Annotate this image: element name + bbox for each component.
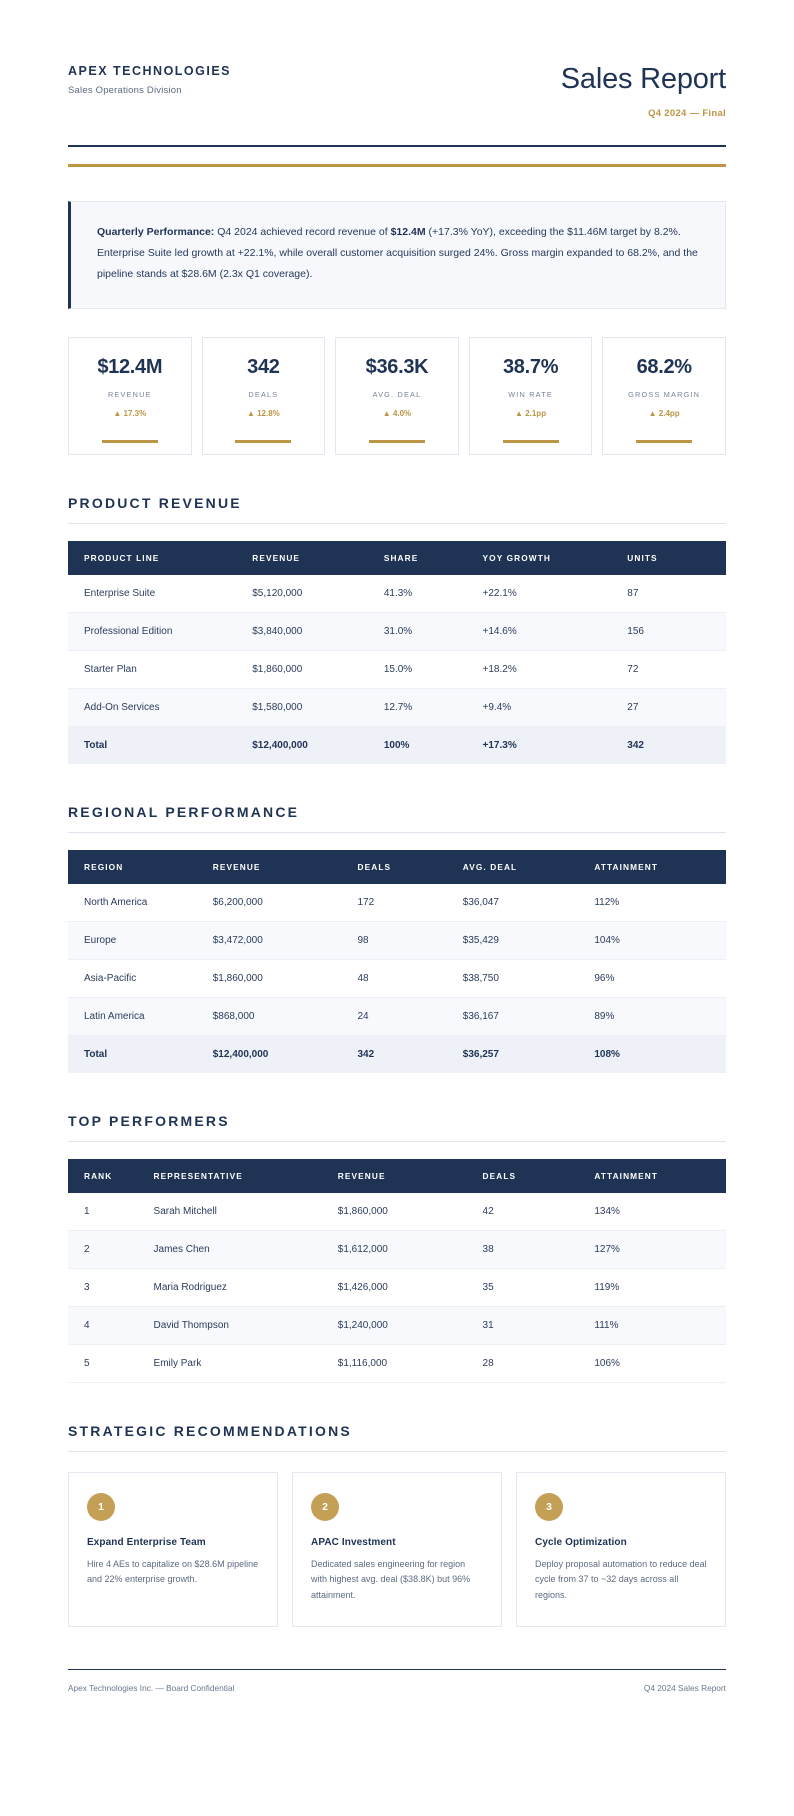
table-row bbox=[68, 921, 726, 959]
kpi-accent-bar bbox=[369, 440, 425, 443]
column-header: PRODUCT LINE bbox=[68, 541, 252, 575]
kpi-delta: ▲ 2.1pp bbox=[515, 409, 547, 419]
cell: Maria Rodriguez bbox=[154, 1268, 338, 1306]
cell: 134% bbox=[594, 1193, 726, 1231]
cell: 48 bbox=[358, 959, 463, 997]
cell: 100% bbox=[384, 726, 483, 764]
table-header-row bbox=[68, 541, 726, 575]
cell: Total bbox=[68, 726, 252, 764]
cell: Asia-Pacific bbox=[68, 959, 213, 997]
brand-block bbox=[68, 64, 231, 96]
cell: 108% bbox=[594, 1035, 726, 1073]
cell: $6,200,000 bbox=[213, 884, 358, 922]
section-divider bbox=[68, 523, 726, 524]
cell: 156 bbox=[627, 612, 726, 650]
recommendation-title: Expand Enterprise Team bbox=[87, 1536, 206, 1548]
recommendation-card-1 bbox=[68, 1472, 278, 1627]
cell: $3,840,000 bbox=[252, 612, 384, 650]
column-header: AVG. DEAL bbox=[463, 850, 595, 884]
cell: +18.2% bbox=[483, 650, 628, 688]
product-revenue-table bbox=[68, 541, 726, 764]
section-title-regional-performance: REGIONAL PERFORMANCE bbox=[68, 803, 300, 820]
kpi-label: REVENUE bbox=[107, 389, 152, 399]
cell: $1,426,000 bbox=[338, 1268, 483, 1306]
kpi-value: 38.7% bbox=[502, 355, 559, 378]
company-name: APEX TECHNOLOGIES bbox=[68, 64, 232, 78]
cell: 72 bbox=[627, 650, 726, 688]
cell: 5 bbox=[68, 1344, 154, 1382]
cell: 38 bbox=[483, 1230, 595, 1268]
cell: $1,860,000 bbox=[338, 1193, 483, 1231]
cell: 87 bbox=[627, 575, 726, 613]
report-header bbox=[68, 64, 726, 119]
kpi-label: WIN RATE bbox=[508, 389, 553, 399]
cell: $3,472,000 bbox=[213, 921, 358, 959]
cell: $36,167 bbox=[463, 997, 595, 1035]
column-header: DEALS bbox=[483, 1159, 595, 1193]
cell: $1,580,000 bbox=[252, 688, 384, 726]
table-row bbox=[68, 959, 726, 997]
cell: 15.0% bbox=[384, 650, 483, 688]
table-row bbox=[68, 650, 726, 688]
header-divider-dark bbox=[68, 145, 726, 147]
cell: Add-On Services bbox=[68, 688, 252, 726]
top-performers-table bbox=[68, 1159, 726, 1383]
cell: +22.1% bbox=[483, 575, 628, 613]
rank-badge: 1 bbox=[87, 1493, 115, 1521]
cell: Enterprise Suite bbox=[68, 575, 252, 613]
footer-right-text: Q4 2024 Sales Report bbox=[643, 1683, 726, 1694]
cell: Professional Edition bbox=[68, 612, 252, 650]
table-row bbox=[68, 1344, 726, 1382]
column-header: RANK bbox=[68, 1159, 154, 1193]
table-row bbox=[68, 884, 726, 922]
kpi-accent-bar bbox=[235, 440, 291, 443]
cell: 89% bbox=[594, 997, 726, 1035]
kpi-card-deals bbox=[202, 337, 326, 455]
kpi-card-row bbox=[68, 337, 726, 455]
cell: 112% bbox=[594, 884, 726, 922]
table-row bbox=[68, 688, 726, 726]
cell: 3 bbox=[68, 1268, 154, 1306]
header-divider-gold bbox=[68, 164, 726, 167]
table-header-row bbox=[68, 850, 726, 884]
cell: 342 bbox=[358, 1035, 463, 1073]
section-title-product-revenue: PRODUCT REVENUE bbox=[68, 494, 242, 511]
section-divider bbox=[68, 832, 726, 833]
kpi-accent-bar bbox=[503, 440, 559, 443]
cell: 119% bbox=[594, 1268, 726, 1306]
cell: 42 bbox=[483, 1193, 595, 1231]
cell: 28 bbox=[483, 1344, 595, 1382]
cell: $38,750 bbox=[463, 959, 595, 997]
table-row bbox=[68, 1193, 726, 1231]
summary-highlight: $12.4M bbox=[390, 225, 426, 238]
cell: $5,120,000 bbox=[252, 575, 384, 613]
rank-badge: 3 bbox=[535, 1493, 563, 1521]
rank-badge: 2 bbox=[311, 1493, 339, 1521]
cell: +17.3% bbox=[483, 726, 628, 764]
recommendation-title: Cycle Optimization bbox=[535, 1536, 627, 1548]
cell: 4 bbox=[68, 1306, 154, 1344]
cell: $1,116,000 bbox=[338, 1344, 483, 1382]
table-row bbox=[68, 1268, 726, 1306]
column-header: REPRESENTATIVE bbox=[154, 1159, 338, 1193]
column-header: SHARE bbox=[384, 541, 483, 575]
recommendation-body: Deploy proposal automation to reduce deal cycle from 37 to ~32 days across all regions. bbox=[535, 1558, 707, 1601]
summary-part-2: (+17.3% YoY), exceeding the $11.46M target by 8.2%. Enterprise Suite led growth at +22.1%, while overall customer acquisition surged 24%. Gross margin expanded to 68.2%, and the pipeline stands at $28.6M (2.3x Q1 coverage). bbox=[97, 225, 698, 281]
cell: $868,000 bbox=[213, 997, 358, 1035]
table-row bbox=[68, 612, 726, 650]
cell: $1,860,000 bbox=[252, 650, 384, 688]
cell: 27 bbox=[627, 688, 726, 726]
cell: 96% bbox=[594, 959, 726, 997]
kpi-delta: ▲ 17.3% bbox=[113, 409, 147, 419]
table-row bbox=[68, 997, 726, 1035]
recommendation-card-2 bbox=[292, 1472, 502, 1627]
kpi-accent-bar bbox=[636, 440, 692, 443]
column-header: REVENUE bbox=[213, 850, 358, 884]
cell: Total bbox=[68, 1035, 213, 1073]
table-row bbox=[68, 575, 726, 613]
kpi-value: 68.2% bbox=[636, 355, 692, 378]
cell: Starter Plan bbox=[68, 650, 252, 688]
cell: North America bbox=[68, 884, 213, 922]
cell: $1,612,000 bbox=[338, 1230, 483, 1268]
cell: 172 bbox=[358, 884, 463, 922]
cell: James Chen bbox=[154, 1230, 338, 1268]
column-header: YOY GROWTH bbox=[483, 541, 628, 575]
cell: 31 bbox=[483, 1306, 595, 1344]
cell: 1 bbox=[68, 1193, 154, 1231]
column-header: UNITS bbox=[627, 541, 726, 575]
recommendation-body: Dedicated sales engineering for region with highest avg. deal ($38.8K) but 96% attainment. bbox=[311, 1558, 471, 1601]
recommendation-card-row bbox=[68, 1472, 726, 1627]
column-header: REGION bbox=[68, 850, 213, 884]
recommendation-body: Hire 4 AEs to capitalize on $28.6M pipeline and 22% enterprise growth. bbox=[87, 1558, 259, 1585]
title-block bbox=[561, 64, 726, 119]
table-total-row bbox=[68, 726, 726, 764]
cell: Latin America bbox=[68, 997, 213, 1035]
column-header: ATTAINMENT bbox=[594, 850, 726, 884]
kpi-delta: ▲ 4.0% bbox=[382, 409, 412, 419]
summary-lead: Quarterly Performance: bbox=[97, 225, 215, 238]
table-header-row bbox=[68, 1159, 726, 1193]
cell: 98 bbox=[358, 921, 463, 959]
table-row bbox=[68, 1230, 726, 1268]
cell: $35,429 bbox=[463, 921, 595, 959]
summary-text bbox=[97, 222, 699, 286]
cell: 342 bbox=[627, 726, 726, 764]
section-title-top-performers: TOP PERFORMERS bbox=[68, 1112, 230, 1129]
cell: $12,400,000 bbox=[252, 726, 384, 764]
section-title-strategic-recommendations: STRATEGIC RECOMMENDATIONS bbox=[68, 1422, 352, 1439]
cell: 24 bbox=[358, 997, 463, 1035]
cell: 106% bbox=[594, 1344, 726, 1382]
kpi-delta: ▲ 12.8% bbox=[246, 409, 280, 419]
cell: 35 bbox=[483, 1268, 595, 1306]
footer-left-text: Apex Technologies Inc. — Board Confidential bbox=[68, 1683, 235, 1694]
kpi-value: 342 bbox=[247, 355, 280, 378]
cell: $36,047 bbox=[463, 884, 595, 922]
kpi-card-revenue bbox=[68, 337, 192, 455]
cell: 31.0% bbox=[384, 612, 483, 650]
kpi-delta: ▲ 2.4pp bbox=[648, 409, 680, 419]
kpi-label: AVG. DEAL bbox=[372, 389, 422, 399]
cell: Sarah Mitchell bbox=[154, 1193, 338, 1231]
division-name: Sales Operations Division bbox=[68, 85, 182, 96]
kpi-accent-bar bbox=[102, 440, 158, 443]
kpi-label: GROSS MARGIN bbox=[628, 389, 701, 399]
summary-callout bbox=[68, 201, 726, 309]
table-row bbox=[68, 1306, 726, 1344]
column-header: REVENUE bbox=[338, 1159, 483, 1193]
cell: Emily Park bbox=[154, 1344, 338, 1382]
cell: $12,400,000 bbox=[213, 1035, 358, 1073]
page-title: Sales Report bbox=[560, 63, 726, 95]
cell: Europe bbox=[68, 921, 213, 959]
column-header: ATTAINMENT bbox=[594, 1159, 726, 1193]
kpi-value: $36.3K bbox=[365, 355, 429, 378]
summary-part-1: Q4 2024 achieved record revenue of bbox=[214, 225, 391, 238]
cell: 12.7% bbox=[384, 688, 483, 726]
report-period-badge: Q4 2024 — Final bbox=[648, 108, 726, 120]
kpi-card-win-rate bbox=[469, 337, 593, 455]
regional-performance-table bbox=[68, 850, 726, 1073]
kpi-card-avg-deal bbox=[335, 337, 459, 455]
cell: $1,240,000 bbox=[338, 1306, 483, 1344]
recommendation-title: APAC Investment bbox=[311, 1536, 396, 1548]
kpi-card-gross-margin bbox=[602, 337, 726, 455]
section-divider bbox=[68, 1451, 726, 1452]
cell: 104% bbox=[594, 921, 726, 959]
cell: $36,257 bbox=[463, 1035, 595, 1073]
section-divider bbox=[68, 1141, 726, 1142]
cell: +9.4% bbox=[483, 688, 628, 726]
column-header: REVENUE bbox=[252, 541, 384, 575]
cell: 2 bbox=[68, 1230, 154, 1268]
report-footer bbox=[68, 1670, 726, 1723]
kpi-value: $12.4M bbox=[97, 355, 163, 378]
cell: +14.6% bbox=[483, 612, 628, 650]
table-total-row bbox=[68, 1035, 726, 1073]
cell: 41.3% bbox=[384, 575, 483, 613]
recommendation-card-3 bbox=[516, 1472, 726, 1627]
cell: David Thompson bbox=[154, 1306, 338, 1344]
cell: 111% bbox=[594, 1306, 726, 1344]
kpi-label: DEALS bbox=[248, 389, 279, 399]
cell: 127% bbox=[594, 1230, 726, 1268]
column-header: DEALS bbox=[358, 850, 463, 884]
cell: $1,860,000 bbox=[213, 959, 358, 997]
